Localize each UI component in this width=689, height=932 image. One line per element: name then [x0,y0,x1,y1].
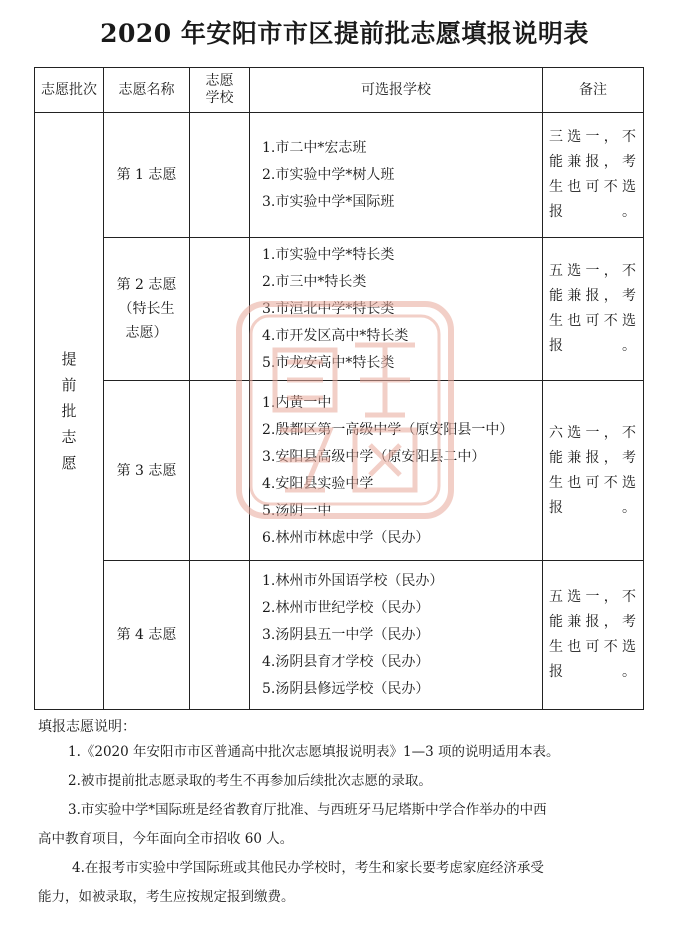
schools-cell [250,238,543,381]
school-item: 1.林州市外国语学校（民办） [262,572,444,589]
note-cell: 五选一，不能兼报，考生也可不选报。 [543,561,644,710]
instructions [38,716,648,912]
header-school: 志愿学校 [190,68,250,113]
page-title: 2020 年安阳市市区提前批志愿填报说明表 [100,19,589,48]
school-item: 2.林州市世纪学校（民办） [262,599,430,616]
note-cell: 三选一，不能兼报，考生也可不选报。 [543,113,644,238]
table-header-row [35,68,644,113]
volunteer-school-cell [190,113,250,238]
header-options: 可选报学校 [250,68,543,113]
school-item: 2.市三中*特长类 [262,273,367,290]
batch-label: 提前批志愿 [61,350,77,472]
instruction-item: 1.《2020 年安阳市市区普通高中批次志愿填报说明表》1—3 项的说明适用本表。 [68,744,560,760]
instruction-item: 高中教育项目，今年面向全市招收 60 人。 [38,831,294,847]
volunteer-name-cell: 第 4 志愿 [104,561,190,710]
school-item: 3.市洹北中学*特长类 [262,300,395,317]
school-item: 1.市二中*宏志班 [262,139,367,156]
table-row [35,113,644,238]
schools-cell [250,561,543,710]
school-item: 3.安阳县高级中学（原安阳县二中） [262,448,486,465]
school-item: 5.汤阴一中 [262,502,332,519]
school-item: 5.汤阴县修远学校（民办） [262,680,430,697]
school-item: 3.市实验中学*国际班 [262,193,395,210]
table-row [35,381,644,561]
header-note: 备注 [543,68,644,113]
school-item: 3.汤阴县五一中学（民办） [262,626,430,643]
volunteer-school-cell [190,238,250,381]
header-name: 志愿名称 [104,68,190,113]
school-item: 4.汤阴县育才学校（民办） [262,653,430,670]
volunteer-school-cell [190,381,250,561]
instruction-item: 能力，如被录取，考生应按规定报到缴费。 [38,889,295,905]
instruction-item: 2.被市提前批志愿录取的考生不再参加后续批次志愿的录取。 [68,773,432,789]
header-batch: 志愿批次 [35,68,104,113]
volunteer-name-cell: 第 3 志愿 [104,381,190,561]
volunteer-school-cell [190,561,250,710]
instruction-item: 4.在报考市实验中学国际班或其他民办学校时，考生和家长要考虑家庭经济承受 [72,860,544,876]
school-item: 6.林州市林虑中学（民办） [262,529,430,546]
school-item: 2.市实验中学*树人班 [262,166,395,183]
instruction-item: 3.市实验中学*国际班是经省教育厅批准、与西班牙马尼塔斯中学合作举办的中西 [68,802,547,818]
school-item: 4.市开发区高中*特长类 [262,327,409,344]
volunteer-table [34,67,644,710]
school-item: 2.殷都区第一高级中学（原安阳县一中） [262,421,514,438]
schools-cell [250,113,543,238]
school-item: 5.市龙安高中*特长类 [262,354,395,371]
volunteer-name-cell: 第 2 志愿（特长生志愿） [104,238,190,381]
instructions-heading: 填报志愿说明： [38,719,136,735]
table-row [35,561,644,710]
school-item: 4.安阳县实验中学 [262,475,374,492]
note-cell: 六选一，不能兼报，考生也可不选报。 [543,381,644,561]
schools-cell [250,381,543,561]
note-cell: 五选一，不能兼报，考生也可不选报。 [543,238,644,381]
volunteer-name-cell: 第 1 志愿 [104,113,190,238]
school-item: 1.内黄一中 [262,394,332,411]
batch-cell [35,113,104,710]
table-row [35,238,644,381]
school-item: 1.市实验中学*特长类 [262,246,395,263]
